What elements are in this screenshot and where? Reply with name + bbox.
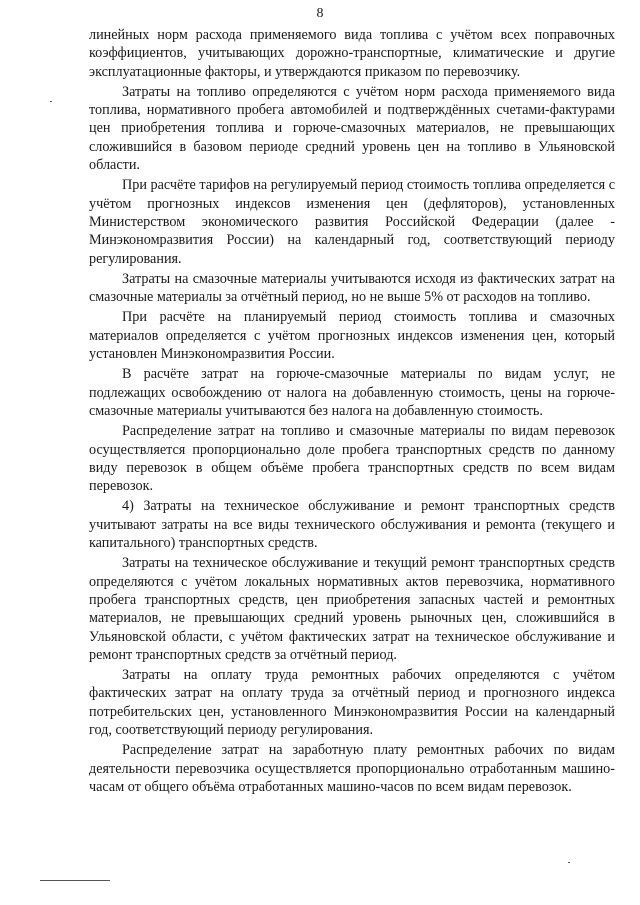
paragraph-vat: В расчёте затрат на горюче-смазочные материалы по видам услуг, не подлежащих освобождению от налога на добавленную стоимость, цены на горюче-смазочные материалы учитываются без налога на добавленную стоимость. — [89, 366, 615, 419]
footer-rule — [40, 880, 110, 881]
paragraph-planned-period: При расчёте на планируемый период стоимость топлива и смазочных материалов определяется с учётом прогнозных индексов изменения цен, который установлен Минэкономразвития России. — [89, 309, 615, 363]
paragraph-fuel-costs: Затраты на топливо определяются с учётом норм расхода применяемого вида топлива, нормативного пробега автомобилей и подтверждённых счетами-фактурами цен приобретения топлива и горюче-смазочных материалов, не превышающих сложившийся в базовом периоде средний уровень цен на топливо в Ульяновской области. — [89, 83, 615, 174]
paragraph-lubricants: Затраты на смазочные материалы учитываются исходя из фактических затрат на смазочные материалы за отчётный период, но не выше 5% от расходов на топливо. — [89, 270, 615, 306]
scan-speck — [50, 101, 52, 102]
paragraph-salary-distribution: Распределение затрат на заработную плату ремонтных рабочих по видам деятельности перевозчика осуществляется пропорционально отработанным машино-часам от общего объёма отработанных машино-часов по всем видам перевозок. — [89, 742, 615, 795]
paragraph-continuation: линейных норм расхода применяемого вида топлива с учётом всех поправочных коэффициентов, учитывающих дорожно-транспортные, климатические и другие эксплуатационные факторы, и утверждаются приказом по перевозчику. — [89, 27, 615, 80]
paragraph-repair-labor: Затраты на оплату труда ремонтных рабочих определяются с учётом фактических затрат на оплату труда за отчётный период и прогнозного индекса потребительских цен, установленного Минэкономразвития России на календарный год, соответствующий периоду регулирования. — [89, 667, 615, 738]
paragraph-maintenance: 4) Затраты на техническое обслуживание и ремонт транспортных средств учитывают затраты на все виды технического обслуживания и ремонта (текущего и капитального) транспортных средств. — [89, 498, 615, 552]
scan-speck — [568, 862, 570, 863]
page-number: 8 — [316, 6, 324, 21]
paragraph-fuel-cost-forecast: При расчёте тарифов на регулируемый период стоимость топлива определяется с учётом прогнозных индексов изменения цен (дефляторов), установленных Министерством экономического развития Российской Федерации (далее - Минэкономразвития России) на календарный год, соответствующий периоду регулирования. — [89, 177, 615, 267]
paragraph-maintenance-costs: Затраты на техническое обслуживание и текущий ремонт транспортных средств определяются с учётом локальных нормативных актов перевозчика, нормативного пробега транспортных средств, цен приобретения запасных частей и ремонтных материалов, не превышающих средний уровень рыночных цен, сложившийся в Ульяновской области, с учётом фактических затрат на техническое обслуживание и ремонт транспортных средств за отчётный период. — [89, 555, 615, 663]
document-body — [89, 26, 615, 796]
paragraph-fuel-distribution: Распределение затрат на топливо и смазочные материалы по видам перевозок осуществляется пропорционально доле пробега транспортных средств по данному виду перевозок в общем объёме пробега транспортных средств по всем видам перевозок. — [89, 423, 615, 495]
